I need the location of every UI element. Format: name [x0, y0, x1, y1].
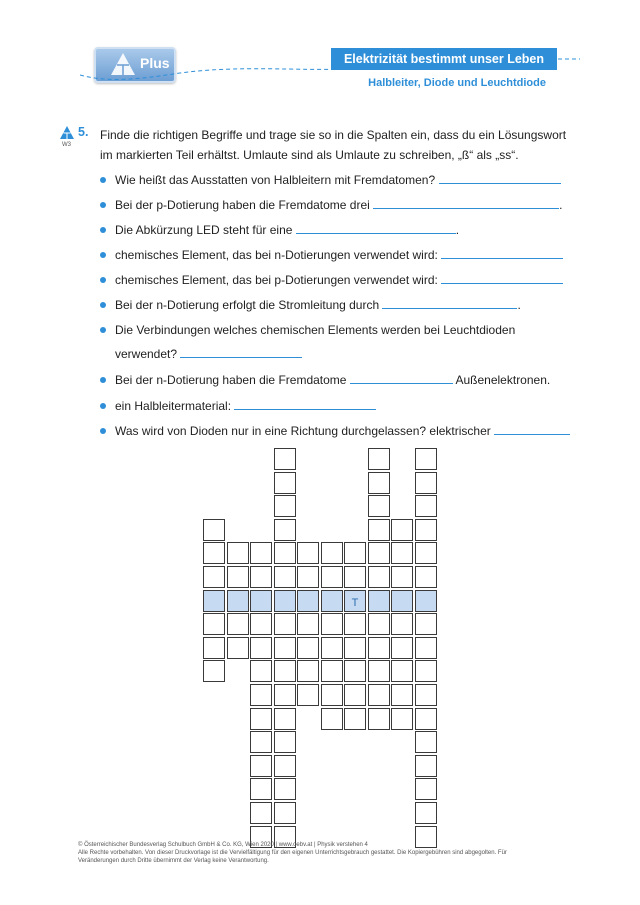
crossword-cell[interactable]	[274, 472, 296, 494]
crossword-cell[interactable]	[344, 542, 366, 564]
question-text: Bei der n-Dotierung haben die Fremdatome	[115, 373, 347, 387]
crossword-cell[interactable]	[415, 708, 437, 730]
crossword-cell[interactable]	[250, 802, 272, 824]
crossword-cell[interactable]	[391, 613, 413, 635]
crossword-cell[interactable]	[391, 660, 413, 682]
crossword-cell[interactable]	[250, 708, 272, 730]
answer-blank[interactable]	[441, 271, 563, 284]
crossword-cell[interactable]	[415, 660, 437, 682]
crossword-cell[interactable]	[274, 637, 296, 659]
crossword-cell[interactable]	[344, 660, 366, 682]
question-text: chemisches Element, das bei p-Dotierungen verwendet wird:	[115, 273, 438, 287]
question-suffix: .	[517, 298, 521, 312]
answer-blank[interactable]	[373, 196, 559, 209]
question-suffix: .	[559, 198, 563, 212]
crossword-cell[interactable]	[297, 684, 319, 706]
question-text: chemisches Element, das bei n-Dotierungen verwendet wird:	[115, 248, 438, 262]
page-subtitle: Halbleiter, Diode und Leuchtdiode	[368, 77, 546, 89]
crossword-cell[interactable]	[203, 637, 225, 659]
crossword-cell[interactable]	[415, 519, 437, 541]
crossword-cell[interactable]	[415, 802, 437, 824]
crossword-cell[interactable]	[391, 542, 413, 564]
crossword-cell[interactable]	[415, 684, 437, 706]
crossword-cell[interactable]	[391, 519, 413, 541]
footer-line: © Österreichischer Bundesverlag Schulbuch GmbH & Co. KG, Wien 2020 | www.oebv.at | Physik verstehen 4	[78, 842, 368, 848]
crossword-cell[interactable]	[297, 542, 319, 564]
crossword-cell[interactable]	[227, 542, 249, 564]
crossword-cell[interactable]	[415, 448, 437, 470]
crossword-cell[interactable]	[203, 542, 225, 564]
logo-text: Plus	[140, 55, 170, 71]
question-text: Bei der n-Dotierung erfolgt die Stromleitung durch	[115, 298, 380, 312]
crossword-cell[interactable]	[250, 778, 272, 800]
crossword-cell[interactable]	[250, 660, 272, 682]
bullet-icon	[100, 277, 106, 283]
crossword-cell[interactable]	[344, 708, 366, 730]
question-suffix: .	[455, 223, 460, 237]
crossword-cell[interactable]	[368, 684, 390, 706]
question-text: Was wird von Dioden nur in eine Richtung durchgelassen? elektrischer	[115, 424, 491, 438]
crossword-cell[interactable]	[203, 566, 225, 588]
crossword-cell[interactable]	[368, 519, 390, 541]
solution-cell[interactable]	[415, 590, 437, 612]
crossword-cell[interactable]	[274, 542, 296, 564]
answer-blank[interactable]	[494, 422, 570, 435]
solution-cell[interactable]	[250, 590, 272, 612]
crossword-cell[interactable]	[415, 566, 437, 588]
crossword-cell[interactable]	[227, 637, 249, 659]
crossword-cell[interactable]	[297, 566, 319, 588]
crossword-cell[interactable]	[250, 637, 272, 659]
crossword-cell[interactable]	[368, 613, 390, 635]
crossword-cell[interactable]	[203, 519, 225, 541]
answer-blank[interactable]	[439, 171, 561, 184]
question-text: Die Verbindungen welches chemischen Elements werden bei Leuchtdioden	[115, 323, 516, 337]
crossword-cell[interactable]	[321, 542, 343, 564]
crossword-cell[interactable]	[274, 778, 296, 800]
crossword-cell[interactable]	[391, 684, 413, 706]
crossword-cell[interactable]	[250, 542, 272, 564]
crossword-cell[interactable]	[368, 448, 390, 470]
crossword-cell[interactable]	[274, 755, 296, 777]
crossword-cell[interactable]	[321, 660, 343, 682]
crossword-cell[interactable]	[368, 708, 390, 730]
question-text: ein Halbleitermaterial:	[115, 399, 232, 413]
crossword-cell[interactable]	[344, 566, 366, 588]
crossword-cell[interactable]	[368, 542, 390, 564]
answer-blank[interactable]	[234, 397, 376, 410]
crossword-cell[interactable]	[203, 660, 225, 682]
crossword-cell[interactable]	[321, 613, 343, 635]
crossword-cell[interactable]	[368, 472, 390, 494]
page-title: Elektrizität bestimmt unser Leben	[331, 48, 557, 70]
crossword-cell[interactable]	[368, 660, 390, 682]
crossword-cell[interactable]	[415, 637, 437, 659]
difficulty-triangle-icon	[60, 126, 74, 139]
crossword-cell[interactable]	[297, 660, 319, 682]
solution-cell[interactable]	[203, 590, 225, 612]
crossword-cell[interactable]	[274, 684, 296, 706]
crossword-cell[interactable]	[344, 613, 366, 635]
solution-cell[interactable]	[274, 590, 296, 612]
crossword-cell[interactable]	[250, 755, 272, 777]
crossword-cell[interactable]	[344, 684, 366, 706]
bullet-icon	[100, 377, 106, 383]
crossword-cell[interactable]	[250, 731, 272, 753]
bullet-icon	[100, 202, 106, 208]
crossword-cell[interactable]	[391, 708, 413, 730]
answer-blank[interactable]	[441, 246, 563, 259]
crossword-cell[interactable]	[368, 566, 390, 588]
crossword-cell[interactable]	[321, 708, 343, 730]
crossword-cell[interactable]	[415, 755, 437, 777]
solution-cell[interactable]	[321, 590, 343, 612]
crossword-cell[interactable]	[250, 613, 272, 635]
crossword-cell[interactable]	[321, 637, 343, 659]
solution-cell[interactable]	[297, 590, 319, 612]
crossword-cell[interactable]	[391, 566, 413, 588]
crossword-cell[interactable]	[274, 660, 296, 682]
crossword-cell[interactable]	[391, 637, 413, 659]
bullet-icon	[100, 227, 106, 233]
answer-blank[interactable]	[382, 296, 517, 309]
crossword-cell[interactable]	[321, 566, 343, 588]
crossword-cell[interactable]	[368, 637, 390, 659]
question-text: Die Abkürzung LED steht für eine	[115, 223, 293, 237]
crossword-cell[interactable]	[227, 613, 249, 635]
crossword-cell[interactable]	[297, 613, 319, 635]
question-suffix: Außenelektronen.	[455, 373, 551, 387]
crossword-cell[interactable]	[368, 495, 390, 517]
task-level: W3	[62, 142, 71, 148]
crossword-cell[interactable]	[274, 613, 296, 635]
crossword-cell[interactable]	[274, 448, 296, 470]
crossword-cell[interactable]	[250, 684, 272, 706]
crossword-cell[interactable]	[274, 731, 296, 753]
crossword-cell[interactable]	[415, 778, 437, 800]
copyright-footer	[78, 841, 578, 865]
crossword-cell[interactable]	[274, 495, 296, 517]
crossword-cell[interactable]	[250, 566, 272, 588]
bullet-icon	[100, 403, 106, 409]
answer-blank[interactable]	[296, 221, 456, 234]
bullet-icon	[100, 177, 106, 183]
solution-cell[interactable]	[391, 590, 413, 612]
crossword-cell[interactable]	[203, 613, 225, 635]
question-text: Bei der p-Dotierung haben die Fremdatome drei	[115, 198, 370, 212]
crossword-cell[interactable]	[274, 519, 296, 541]
footer-line: Veränderungen durch Dritte übernimmt der Verlag keine Verantwortung.	[78, 858, 269, 864]
crossword-cell[interactable]	[274, 708, 296, 730]
solution-cell[interactable]	[227, 590, 249, 612]
crossword-cell[interactable]	[415, 472, 437, 494]
task-instructions: Finde die richtigen Begriffe und trage sie so in die Spalten ein, dass du ein Lösungswort im markierten Teil erhältst. Umlaute sind als Umlaute zu schreiben, „ß“ als „ss“.	[100, 128, 567, 162]
bullet-icon	[100, 428, 106, 434]
crossword-cell[interactable]	[297, 637, 319, 659]
footer-line: Alle Rechte vorbehalten. Von dieser Druckvorlage ist die Vervielfältigung für den eigenen Unterrichtsgebrauch gestattet. Die Kopiergebühren sind abgegolten. Für	[78, 850, 507, 856]
crossword-cell[interactable]	[274, 802, 296, 824]
question-text: Wie heißt das Ausstatten von Halbleitern mit Fremdatomen?	[115, 173, 436, 187]
answer-blank[interactable]	[350, 371, 453, 384]
answer-blank[interactable]	[180, 345, 302, 358]
solution-letter: T	[351, 597, 359, 609]
bullet-icon	[100, 327, 106, 333]
crossword-cell[interactable]	[344, 637, 366, 659]
crossword-cell[interactable]	[321, 684, 343, 706]
task-number: 5.	[78, 125, 89, 139]
bullet-icon	[100, 302, 106, 308]
question-text-line2: verwendet?	[115, 347, 178, 361]
crossword-cell[interactable]	[415, 542, 437, 564]
solution-cell[interactable]	[368, 590, 390, 612]
bullet-icon	[100, 252, 106, 258]
crossword-cell[interactable]	[415, 613, 437, 635]
crossword-cell[interactable]	[227, 566, 249, 588]
crossword-cell[interactable]	[415, 495, 437, 517]
question-item	[100, 320, 580, 364]
crossword-cell[interactable]	[415, 731, 437, 753]
crossword-cell[interactable]	[274, 566, 296, 588]
